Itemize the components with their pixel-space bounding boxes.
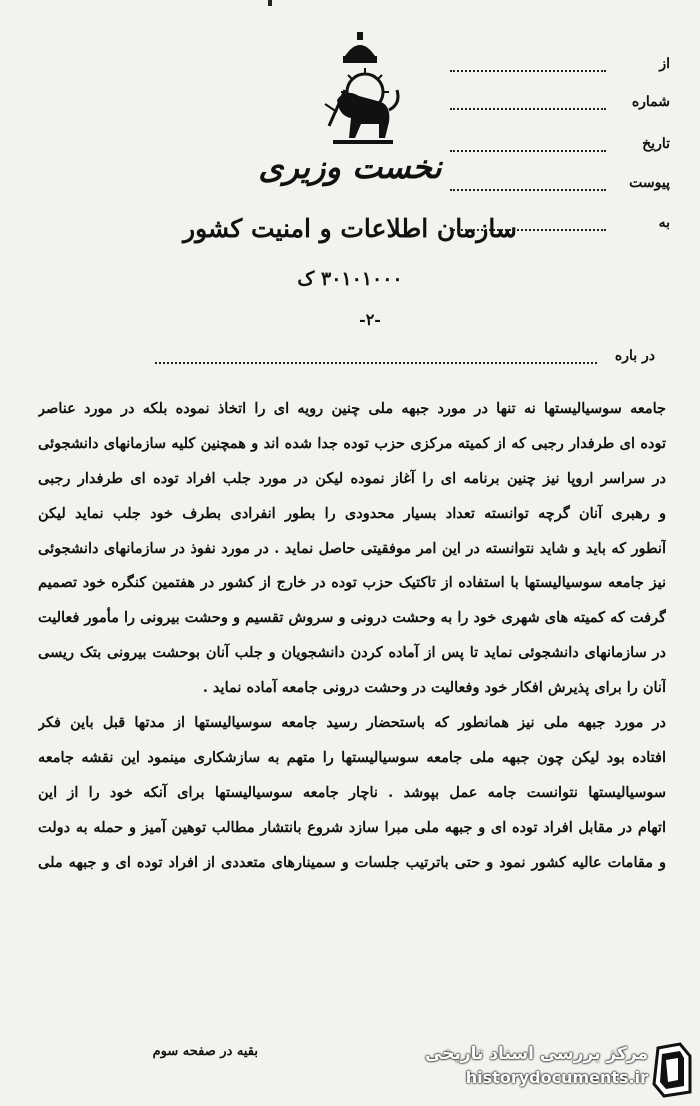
body-line: جامعه سوسیالیستها نه تنها در مورد جبهه ملی چنین رویه ای را اتخاذ نموده بلکه در مورد عناصر xyxy=(38,400,666,417)
field-to xyxy=(470,215,670,237)
field-from-line xyxy=(450,70,606,72)
scan-mark xyxy=(268,0,272,6)
body-line: افتاده بود لیکن چون جبهه ملی جامعه سوسیالیستها را متهم به سازشکاری مینمود این نقشه جامعه xyxy=(38,748,666,766)
field-attachment xyxy=(470,175,670,197)
organization-title: سازمان اطلاعات و امنیت کشور xyxy=(183,214,517,243)
body-line: در سراسر اروپا نیز چنین برنامه ای را آغاز نموده لیکن در مورد جلب افراد توده ای طرفدار رجبی xyxy=(38,469,666,487)
lion-and-sun-emblem xyxy=(315,30,405,148)
watermark-title: مرکز بررسی اسناد تاریخی xyxy=(425,1044,648,1064)
continuation-note: بقیه در صفحه سوم xyxy=(152,1044,258,1059)
archive-logo-icon xyxy=(650,1042,694,1098)
body-line: و رهبری آنان گرچه توانسته تعداد بسیار محدودی را بطور انفرادی بطرف خود جلب نماید لیکن xyxy=(38,504,666,522)
body-line: در مورد جبهه ملی نیز همانطور که باستحضار رسید جامعه سوسیالیستها از مدتها قبل باین فکر xyxy=(38,714,666,732)
field-from xyxy=(470,56,670,78)
field-date-line xyxy=(450,150,606,152)
body-line: آنطور که باید و شاید نتوانسته در این امر موفقیتی حاصل نماید . در مورد نفوذ در سازمانهای دانشجوئی xyxy=(38,539,666,557)
archive-watermark xyxy=(412,1034,700,1106)
field-attachment-label: پیوست xyxy=(629,175,670,191)
body-line: در سازمانهای دانشجوئی نماید تا پس از آماده کردن دانشجویان و جلب آنان بوحشت بیرونی بتک ریسی xyxy=(38,644,666,662)
body-line: نیز جامعه سوسیالیستها با استفاده از تاکتیک حزب توده در خارج از کشور در هفتمین کنگره خود تصمیم xyxy=(38,574,666,592)
watermark-text xyxy=(418,1044,648,1087)
field-number-label: شماره xyxy=(631,94,670,110)
field-regarding-line xyxy=(155,362,597,364)
field-number xyxy=(470,94,670,116)
page-number: -۲- xyxy=(359,310,381,329)
field-regarding xyxy=(155,348,655,370)
ministry-title: نخست وزیری xyxy=(258,148,442,186)
body-line: اتهام در مقابل افراد توده ای و جبهه ملی مبرا سازد شروع بانتشار مطالب توهین آمیز و حمله به دولت xyxy=(38,818,666,836)
body-line: آنان را برای پذیرش افکار خود وفعالیت در وحشت درونی جامعه آماده نماید . xyxy=(202,679,666,697)
body-line: توده ای طرفدار رجبی که از کمیته مرکزی حزب توده جدا شده اند و همچنین کلیه سازمانهای دانشجوئی xyxy=(38,434,666,452)
body-line: سوسیالیستها نتوانست جامه عمل بپوشد . ناچار جامعه سوسیالیستها برای آنکه خود را از این xyxy=(38,783,666,801)
field-to-line xyxy=(450,229,606,231)
reference-number: ۳۰۱۰۱۰۰۰ ک xyxy=(297,268,403,290)
field-date-label: تاریخ xyxy=(642,136,670,152)
field-from-label: از xyxy=(659,56,670,72)
watermark-url: historydocuments.ir xyxy=(465,1068,648,1087)
body-line: و مقامات عالیه کشور نمود و حتی باترتیب جلسات و سمینارهای متعددی از افراد توده ای و جبهه ملی xyxy=(38,853,666,871)
field-regarding-label: در باره xyxy=(614,348,655,364)
letter-body xyxy=(38,392,666,880)
field-to-label: به xyxy=(658,215,670,231)
body-line: گرفت که کمیته های شهری خود را به وحشت درونی و سروش تقسیم و وحشت بیرونی را مأمور فعالیت xyxy=(38,609,666,627)
field-number-line xyxy=(450,108,606,110)
field-attachment-line xyxy=(450,189,606,191)
field-date xyxy=(470,136,670,158)
